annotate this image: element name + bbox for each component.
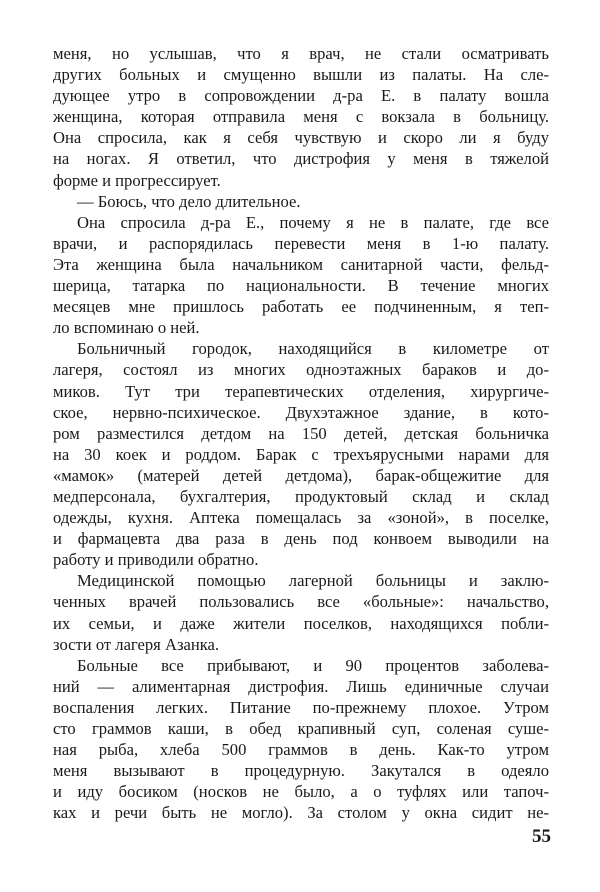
text-line: Она спросила, как я себя чувствую и скоро ли я буду: [53, 128, 549, 148]
text-line: медперсонала, бухгалтерия, продуктовый склад и склад: [53, 486, 549, 506]
book-page-text: [53, 43, 549, 823]
text-line: шерица, татарка по национальности. В течение многих: [53, 276, 549, 296]
text-line: других больных и смущенно вышли из палаты. На сле-: [53, 65, 549, 85]
text-line: миков. Тут три терапевтических отделения, хирургиче-: [53, 381, 549, 401]
text-line: зости от лагеря Азанка.: [53, 634, 220, 654]
text-line: Медицинской помощью лагерной больницы и заклю-: [77, 571, 549, 591]
text-line: на 30 коек и роддом. Барак с трехъярусными нарами для: [53, 444, 549, 464]
text-line: одежды, кухня. Аптека помещалась за «зоной», в поселке,: [53, 508, 549, 528]
text-line: работу и приводили обратно.: [53, 550, 259, 570]
text-line: Больничный городок, находящийся в километре от: [77, 339, 549, 359]
text-line: Больные все прибывают, и 90 процентов заболева-: [77, 655, 549, 675]
text-line: месяцев мне пришлось работать ее подчиненным, я теп-: [53, 297, 549, 317]
text-line: форме и прогрессирует.: [53, 170, 221, 190]
text-line: сто граммов каши, в обед крапивный суп, соленая суше-: [53, 719, 549, 738]
body-text: [53, 43, 549, 823]
text-line: и иду босиком (носков не было, а о туфлях или тапоч-: [53, 782, 549, 802]
text-line: врачи, и распорядилась перевести меня в 1-ю палату.: [53, 233, 549, 253]
text-line: ках и речи быть не могло). За столом у окна сидит не-: [53, 803, 549, 823]
text-line: ная рыба, хлеба 500 граммов в день. Как-то утром: [53, 740, 549, 760]
text-line: их семьи, и даже жители поселков, находящихся побли-: [53, 613, 549, 633]
text-line: на ногах. Я ответил, что дистрофия у меня в тяжелой: [53, 149, 549, 169]
page-number: 55: [532, 826, 551, 847]
text-line: женщина, которая отправила меня с вокзала в больницу.: [53, 107, 549, 127]
text-line: «мамок» (матерей детей детдома), барак-общежитие для: [53, 465, 549, 485]
text-line: Она спросила д-ра Е., почему я не в палате, где все: [77, 212, 549, 232]
text-line: ское, нервно-психическое. Двухэтажное здание, в кото-: [53, 402, 549, 422]
text-line: Эта женщина была начальником санитарной части, фельд-: [53, 254, 549, 274]
text-line: ченных врачей пользовались все «больные»: начальство,: [53, 592, 549, 612]
text-line: ло вспоминаю о ней.: [53, 318, 200, 338]
text-line: и фармацевта два раза в день под конвоем выводили на: [53, 529, 549, 549]
text-line: дующее утро в сопровождении д-ра Е. в палату вошла: [53, 86, 549, 106]
text-line: меня, но услышав, что я врач, не стали осматривать: [53, 44, 549, 63]
text-line: воспаления легких. Питание по-прежнему плохое. Утром: [53, 697, 549, 717]
text-line: ром разместился детдом на 150 детей, детская больничка: [53, 423, 549, 443]
text-line: меня вызывают в процедурную. Закутался в одеяло: [53, 761, 549, 781]
text-line: лагеря, состоял из многих одноэтажных бараков и до-: [53, 360, 549, 380]
text-line: — Боюсь, что дело длительное.: [77, 191, 301, 211]
text-line: ний — алиментарная дистрофия. Лишь единичные случаи: [53, 676, 549, 696]
